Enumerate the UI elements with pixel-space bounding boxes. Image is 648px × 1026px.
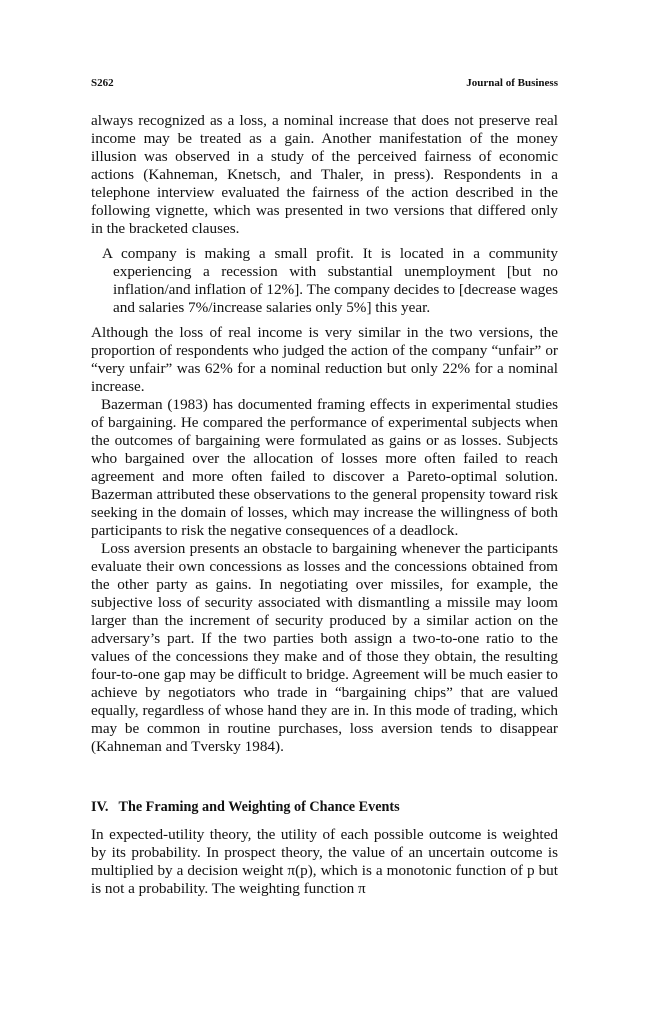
paragraph-5: In expected-utility theory, the utility of each possible outcome is weighted by its probability. In prospect theory, the value of an uncertain outcome is multiplied by a decision weight π(p), which is a monotonic function of p but is not a probability. The weighting function π [91,826,558,897]
paragraph-2: Although the loss of real income is very similar in the two versions, the proportion of respondents who judged the action of the company “unfair” or “very unfair” was 62% for a nominal reduction but only 22% for a nominal increase. [91,324,558,395]
journal-title: Journal of Business [466,77,558,89]
paragraph-4: Loss aversion presents an obstacle to bargaining whenever the participants evaluate their own concessions as losses and the concessions obtained from the other party as gains. In negotiating over missiles, for example, the subjective loss of security associated with dismantling a missile may loom larger than the increment of security produced by a similar action on the adversary’s part. If the two parties both assign a two-to-one ratio to the values of the concessions they make and of those they obtain, the resulting four-to-one gap may be difficult to bridge. Agreement will be much easier to achieve by negotiators who trade in “bargaining chips” that are valued equally, regardless of whose hand they are in. In this mode of trading, which may be common in routine purchases, loss aversion tends to disappear (Kahneman and Tversky 1984). [91,540,558,755]
section-title: The Framing and Weighting of Chance Events [118,799,400,815]
journal-page [91,76,558,898]
running-head [91,76,558,90]
vignette-text: A company is making a small profit. It is located in a community experiencing a recession with substantial unemployment [but no inflation/and inflation of 12%]. The company decides to [decrease wages and salaries 7%/increase salaries only 5%] this year. [102,245,558,316]
vignette-quote [102,245,558,317]
section-number: IV. [91,799,109,815]
page-number: S262 [91,77,114,89]
paragraph-1: always recognized as a loss, a nominal increase that does not preserve real income may be treated as a gain. Another manifestation of the money illusion was observed in a study of the perceived fairness of economic actions (Kahneman, Knetsch, and Thaler, in press). Respondents in a telephone interview evaluated the fairness of the action described in the following vignette, which was presented in two versions that differed only in the bracketed clauses. [91,112,558,237]
paragraph-3: Bazerman (1983) has documented framing effects in experimental studies of bargaining. He compared the performance of experimental subjects when the outcomes of bargaining were formulated as gains or as losses. Subjects who bargained over the allocation of losses more often failed to reach agreement and more often failed to discover a Pareto-optimal solution. Bazerman attributed these observations to the general propensity toward risk seeking in the domain of losses, which may increase the willingness of both participants to risk the negative consequences of a deadlock. [91,396,558,539]
section-heading [91,798,558,816]
